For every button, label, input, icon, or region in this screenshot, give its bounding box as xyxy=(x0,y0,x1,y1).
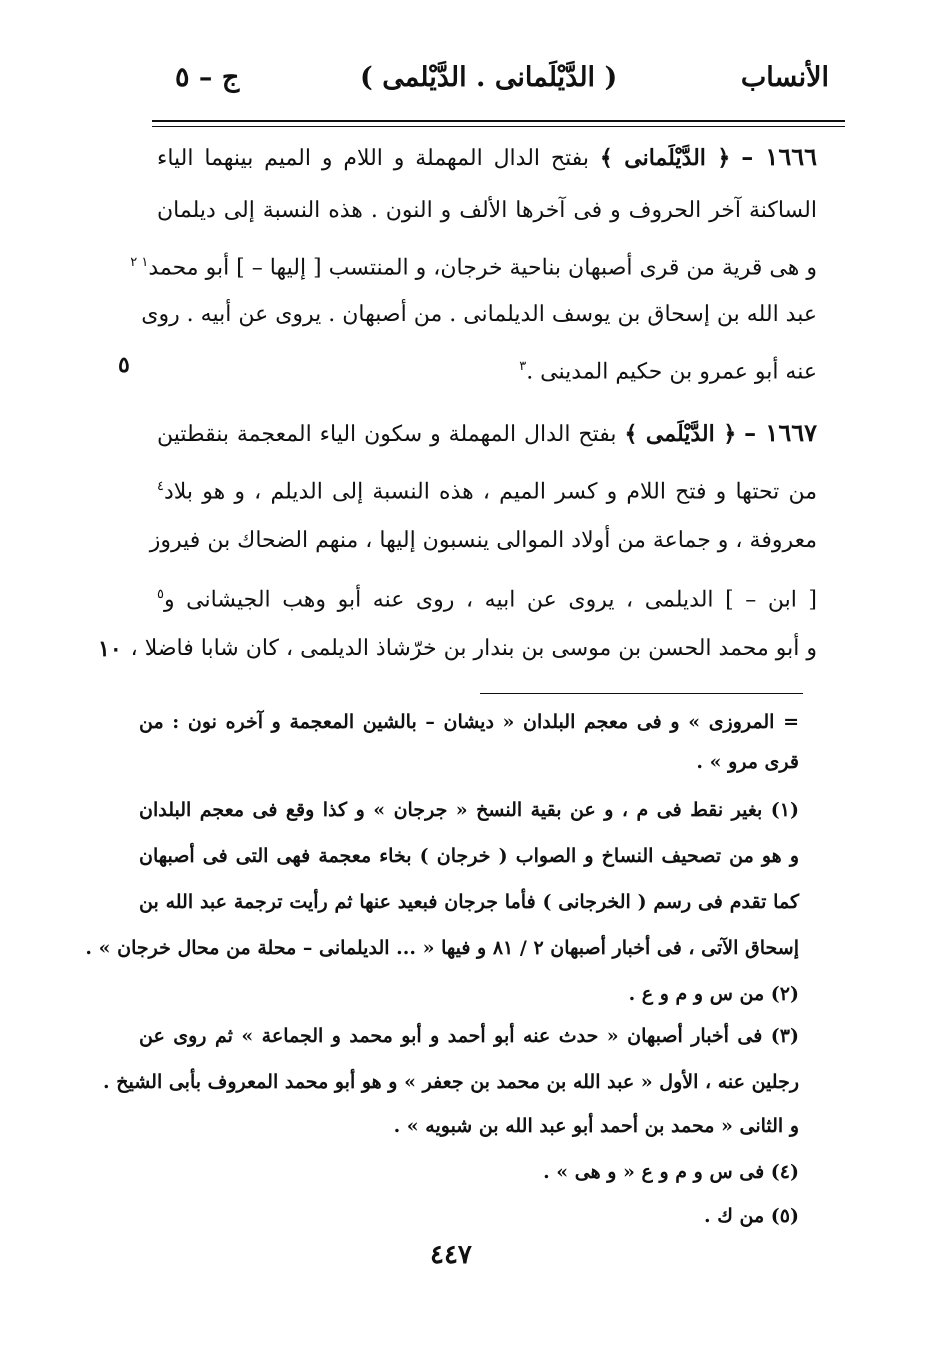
footnote-marker: ٤ xyxy=(157,479,164,494)
body-line-1 xyxy=(157,142,817,174)
entry-heading: ﴿ الدَّيْلَمى ﴾ xyxy=(624,421,737,447)
line-text: و هى قرية من قرى أصبهان بناحية خرجان، و المنتسب [ إليها – ] أبو محمد xyxy=(148,255,817,281)
header-rule-thin xyxy=(152,126,845,127)
line-text: [ ابن – ] الديلمى ، يروى عن ابيه ، روى عنه أبو وهب الجيشانى و xyxy=(163,587,817,613)
entry-number: ١٦٦٧ – xyxy=(744,418,817,447)
footnote-marker: ٥ xyxy=(157,587,164,602)
line-text: من تحتها و فتح اللام و كسر الميم ، هذه النسبة إلى الديلم ، و هو بلاد xyxy=(163,479,817,505)
footnote-marker: ٣ xyxy=(519,359,527,374)
body-line-7 xyxy=(157,472,817,507)
footnote-line: (٣) فى أخبار أصبهان « حدث عنه أبو أحمد و أبو محمد و الجماعة » ثم روى عن xyxy=(139,1025,799,1047)
body-line-3 xyxy=(130,248,817,283)
footnote-line: إسحاق الآتى ، فى أخبار أصبهان ٢ / ٨١ و فيها « ... الديلمانى – محلة من محال خرجان » . xyxy=(85,937,799,959)
running-header-title: ( الدَّيْلَمانى . الدَّيْلمى ) xyxy=(360,62,618,93)
margin-line-number-10: ١٠ xyxy=(98,636,122,662)
footnote-line: و الثانى « محمد بن أحمد أبو عبد الله بن شبويه » . xyxy=(393,1115,799,1137)
footnote-markers: ١ ٢ xyxy=(130,255,149,270)
body-line-9 xyxy=(157,580,817,615)
margin-line-number-5: ٥ xyxy=(118,352,130,378)
footnote-line: رجلين عنه ، الأول « عبد الله بن محمد بن جعفر » و هو أبو محمد المعروف بأبى الشيخ . xyxy=(102,1071,799,1093)
running-header-book: الأنساب xyxy=(740,62,829,93)
footnote-line: (٢) من س و م و ع . xyxy=(628,983,799,1005)
entry-heading: ﴿ الدَّيْلَمانى ﴾ xyxy=(599,145,731,171)
header-rule-thick xyxy=(152,120,845,122)
entry-number: ١٦٦٦ – xyxy=(741,142,817,171)
footnote-line: (٤) فى س و م و ع « و هى » . xyxy=(543,1161,799,1183)
footnote-line: و هو من تصحيف النساخ و الصواب ( خرجان ) بخاء معجمة فهى التى فى أصبهان xyxy=(139,845,799,867)
footnote-line: (٥) من ك . xyxy=(704,1205,799,1227)
page-number: ٤٤٧ xyxy=(430,1240,472,1270)
body-line-5 xyxy=(157,352,817,387)
line-text: بفتح الدال المهملة و سكون الياء المعجمة بنقطتين xyxy=(157,422,625,447)
body-line-4: عبد الله بن إسحاق بن يوسف الديلمانى . من أصبهان . يروى عن أبيه . روى xyxy=(141,302,817,327)
line-text: بفتح الدال المهملة و اللام و الميم بينهما الياء xyxy=(157,146,600,171)
running-header-volume: ج – ٥ xyxy=(175,62,240,93)
footnote-line: كما تقدم فى رسم ( الخرجانى ) فأما جرجان فبعيد عنها ثم رأيت ترجمة عبد الله بن xyxy=(139,891,799,913)
body-line-6 xyxy=(157,418,817,450)
body-line-2: الساكنة آخر الحروف و فى آخرها الألف و النون . هذه النسبة إلى ديلمان xyxy=(157,198,817,223)
line-text: عنه أبو عمرو بن حكيم المدينى . xyxy=(526,359,817,385)
body-line-8: معروفة ، و جماعة من أولاد الموالى ينسبون إليها ، منهم الضحاك بن فيروز xyxy=(149,528,817,553)
footnote-separator xyxy=(480,693,803,694)
footnote-line: = المروزى » و فى معجم البلدان « ديشان – بالشين المعجمة و آخره نون : من xyxy=(139,711,799,733)
footnote-line: قرى مرو » . xyxy=(696,751,799,773)
body-line-10: و أبو محمد الحسن بن موسى بن بندار بن خرّشاذ الديلمى ، كان شابا فاضلا ، xyxy=(130,636,817,661)
footnote-line: (١) بغير نقط فى م ، و عن بقية النسخ « جرجان » و كذا وقع فى معجم البلدان xyxy=(139,799,799,821)
